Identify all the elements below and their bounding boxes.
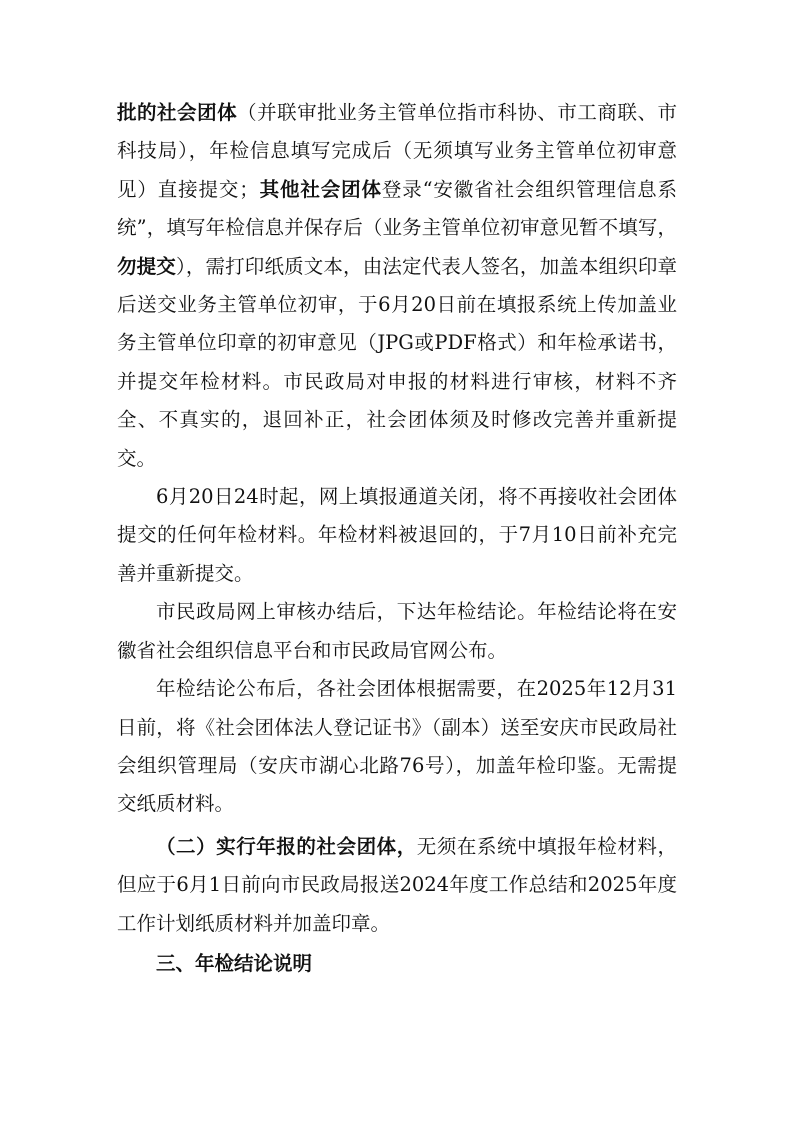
paragraph-certificate-stamp: 年检结论公布后，各社会团体根据需要，在2025年12月31日前，将《社会团体法人登记证书》（副本）送至安庆市民政局社会组织管理局（安庆市湖心北路76号），加盖年检印鉴。无需提交纸质材料。 — [117, 677, 677, 816]
bold-text: （二）实行年报的社会团体， — [156, 834, 417, 858]
bold-text: 勿提交 — [117, 254, 176, 278]
body-text: （并联审批业务主管单位指市科协、市工商联、市科技局），年检信息填写完成后（无须填写业务主管单位初审意见）直接提交； — [117, 101, 677, 201]
bold-text: 批的社会团体 — [117, 101, 238, 124]
body-text: 无须在系统中填报年检材料，但应于6月1日前向市民政局报送2024年度工作总结和2025年度工作计划纸质材料并加盖印章。 — [117, 834, 677, 935]
paragraph-annual-report-groups — [117, 828, 677, 943]
section-heading: 三、年检结论说明 — [156, 951, 313, 975]
body-text: 登录“安徽省社会组织管理信息系统”，填写年检信息并保存后（业务主管单位初审意见暂不填写， — [117, 177, 677, 240]
document-body — [117, 94, 677, 983]
paragraph-conclusion-publication: 市民政局网上审核办结后，下达年检结论。年检结论将在安徽省社会组织信息平台和市民政局官网公布。 — [117, 600, 677, 662]
paragraph-deadline: 6月20日24时起，网上填报通道关闭，将不再接收社会团体提交的任何年检材料。年检材料被退回的，于7月10日前补充完善并重新提交。 — [117, 485, 677, 585]
bold-text: 其他社会团体 — [258, 177, 382, 201]
body-text: ），需打印纸质文本，由法定代表人签名，加盖本组织印章后送交业务主管单位初审，于6月20日前在填报系统上传加盖业务主管单位印章的初审意见（JPG或PDF格式）和年检承诺书，并提交年检材料。市民政局对申报的材料进行审核，材料不齐全、不真实的，退回补正，社会团体须及时修改完善并重新提交。 — [117, 254, 677, 470]
paragraph-annual-inspection-process — [117, 94, 677, 478]
